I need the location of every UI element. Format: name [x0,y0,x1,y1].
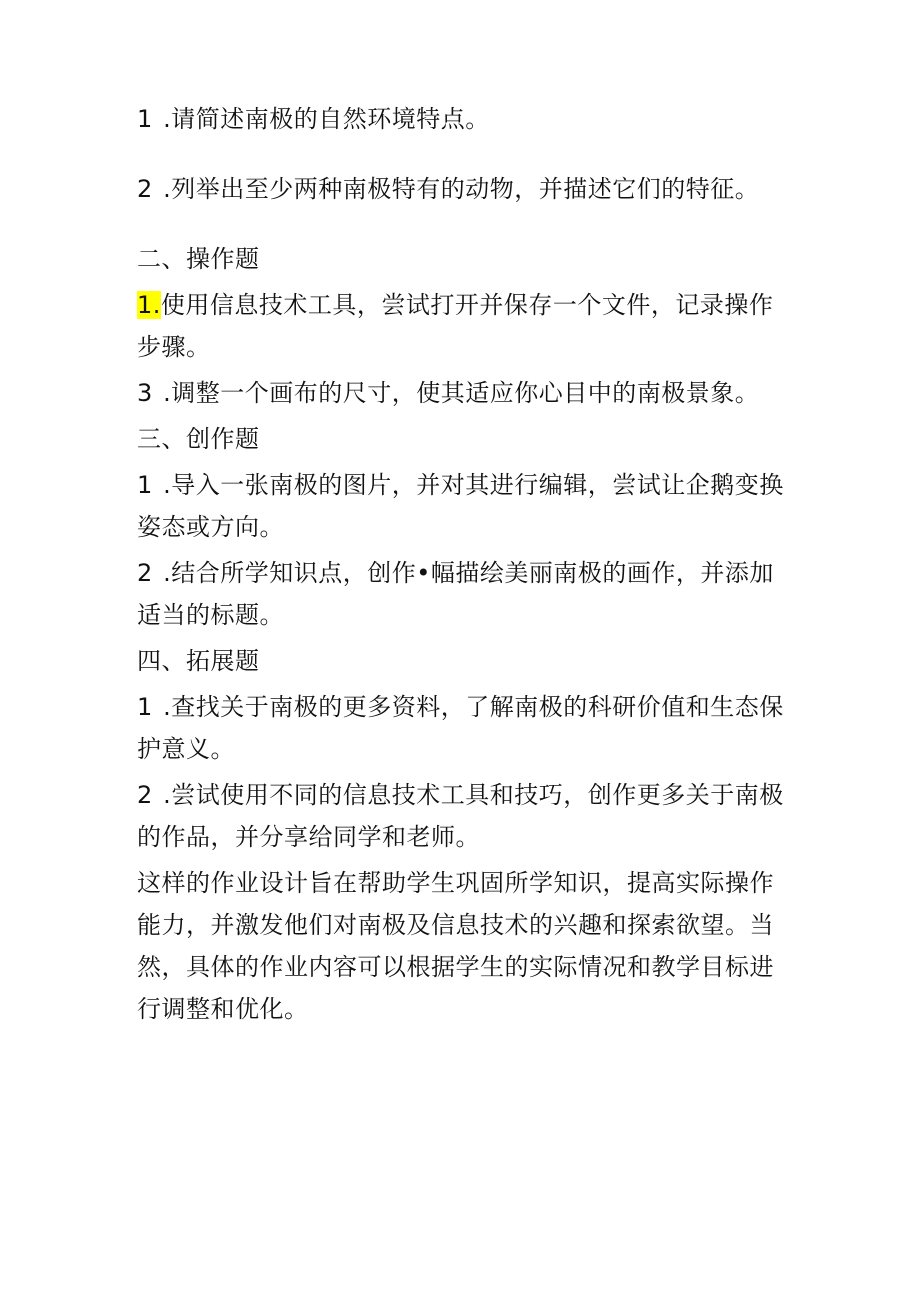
item-number: 1 [137,693,153,721]
item-number: 2 [137,175,153,203]
operation-item-3 [137,372,797,414]
item-text: .列举出至少两种南极特有的动物，并描述它们的特征。 [155,175,760,203]
item-number: 2 [137,781,153,809]
item-number: 1 [137,471,153,499]
question-2 [137,168,797,210]
item-number: 3 [137,379,153,407]
item-text: .导入一张南极的图片，并对其进行编辑，尝试让企鹅变换姿态或方向。 [137,471,784,541]
extension-item-2 [137,774,797,858]
item-text: .查找关于南极的更多资料，了解南极的科研价值和生态保护意义。 [137,693,784,763]
item-text: .结合所学知识点，创作•幅描绘美丽南极的画作，并添加适当的标题。 [137,559,774,629]
highlighted-number: 1. [137,291,161,319]
creation-item-1 [137,464,797,548]
creation-item-2 [137,552,797,636]
question-1 [137,98,797,140]
item-number: 2 [137,559,153,587]
summary-paragraph: 这样的作业设计旨在帮助学生巩固所学知识，提高实际操作能力，并激发他们对南极及信息技术的兴趣和探索欲望。当然，具体的作业内容可以根据学生的实际情况和教学目标进行调整和优化。 [137,869,774,1023]
document-body [137,98,797,1030]
item-text: .请简述南极的自然环境特点。 [155,105,490,133]
section-heading-creation: 三、创作题 [137,425,260,453]
section-heading-extension: 四、拓展题 [137,647,260,675]
item-text: 使用信息技术工具，尝试打开并保存一个文件，记录操作步骤。 [137,291,774,361]
operation-item-1 [137,284,797,368]
item-text: .尝试使用不同的信息技术工具和技巧，创作更多关于南极的作品，并分享给同学和老师。 [137,781,784,851]
item-number: 1 [137,105,153,133]
item-text: .调整一个画布的尺寸，使其适应你心目中的南极景象。 [155,379,760,407]
extension-item-1 [137,686,797,770]
section-heading-operation: 二、操作题 [137,245,260,273]
